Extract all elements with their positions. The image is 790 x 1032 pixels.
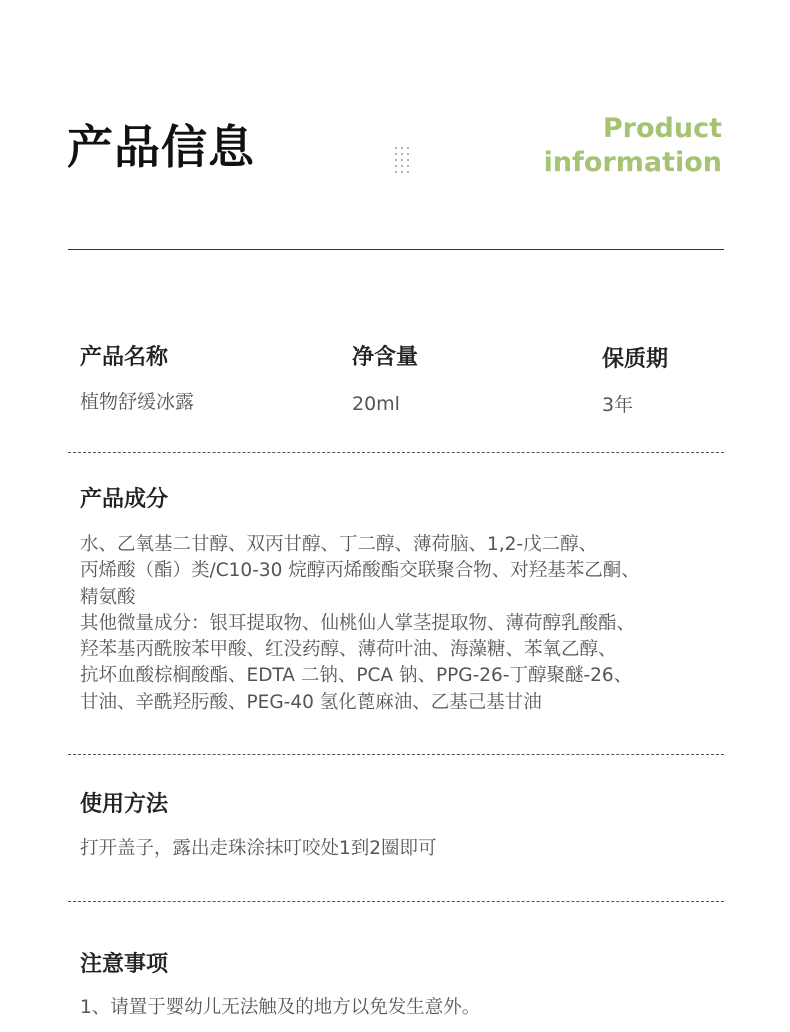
ingredients-line: 羟苯基丙酰胺苯甲酸、红没药醇、薄荷叶油、海藻糖、苯氧乙醇、: [80, 639, 617, 661]
notes-item: 1、请置于婴幼儿无法触及的地方以免发生意外。: [80, 997, 481, 1018]
usage-heading: 使用方法: [80, 792, 169, 817]
ingredients-text: [80, 532, 740, 716]
header-divider: [68, 249, 724, 250]
product-name-label: 产品名称: [80, 345, 169, 370]
net-content-label: 净含量: [352, 345, 419, 370]
net-content-value: 20ml: [352, 393, 400, 415]
ingredients-line: 水、乙氧基二甘醇、双丙甘醇、丁二醇、薄荷脑、1,2-戊二醇、: [80, 534, 598, 555]
section-divider: [68, 754, 724, 755]
ingredients-line: 甘油、辛酰羟肟酸、PEG-40 氢化蓖麻油、乙基己基甘油: [80, 691, 542, 713]
product-name-value: 植物舒缓冰露: [80, 391, 195, 413]
notes-heading: 注意事项: [80, 952, 169, 977]
ingredients-line: 精氨酸: [80, 586, 136, 608]
page-title: 产品信息: [67, 120, 255, 174]
english-title-line1: Product: [602, 113, 722, 144]
notes-list: [80, 995, 740, 1021]
ingredients-line: 抗坏血酸棕榈酸酯、EDTA 二钠、PCA 钠、PPG-26-丁醇聚醚-26、: [80, 665, 633, 687]
english-title: [544, 112, 722, 180]
section-divider: [68, 452, 724, 453]
ingredients-line: 其他微量成分：银耳提取物、仙桃仙人掌茎提取物、薄荷醇乳酸酯、: [80, 612, 636, 634]
dot-grid-decoration: [395, 147, 410, 174]
section-divider: [68, 901, 724, 902]
ingredients-heading: 产品成分: [80, 487, 169, 512]
usage-text: [80, 836, 740, 862]
shelf-life-value: 3年: [602, 394, 634, 416]
ingredients-line: 丙烯酸（酯）类/C10-30 烷醇丙烯酸酯交联聚合物、对羟基苯乙酮、: [80, 560, 640, 582]
usage-line: 打开盖子，露出走珠涂抹叮咬处1到2圈即可: [80, 838, 437, 859]
shelf-life-label: 保质期: [602, 347, 669, 372]
english-title-line2: information: [543, 147, 722, 178]
